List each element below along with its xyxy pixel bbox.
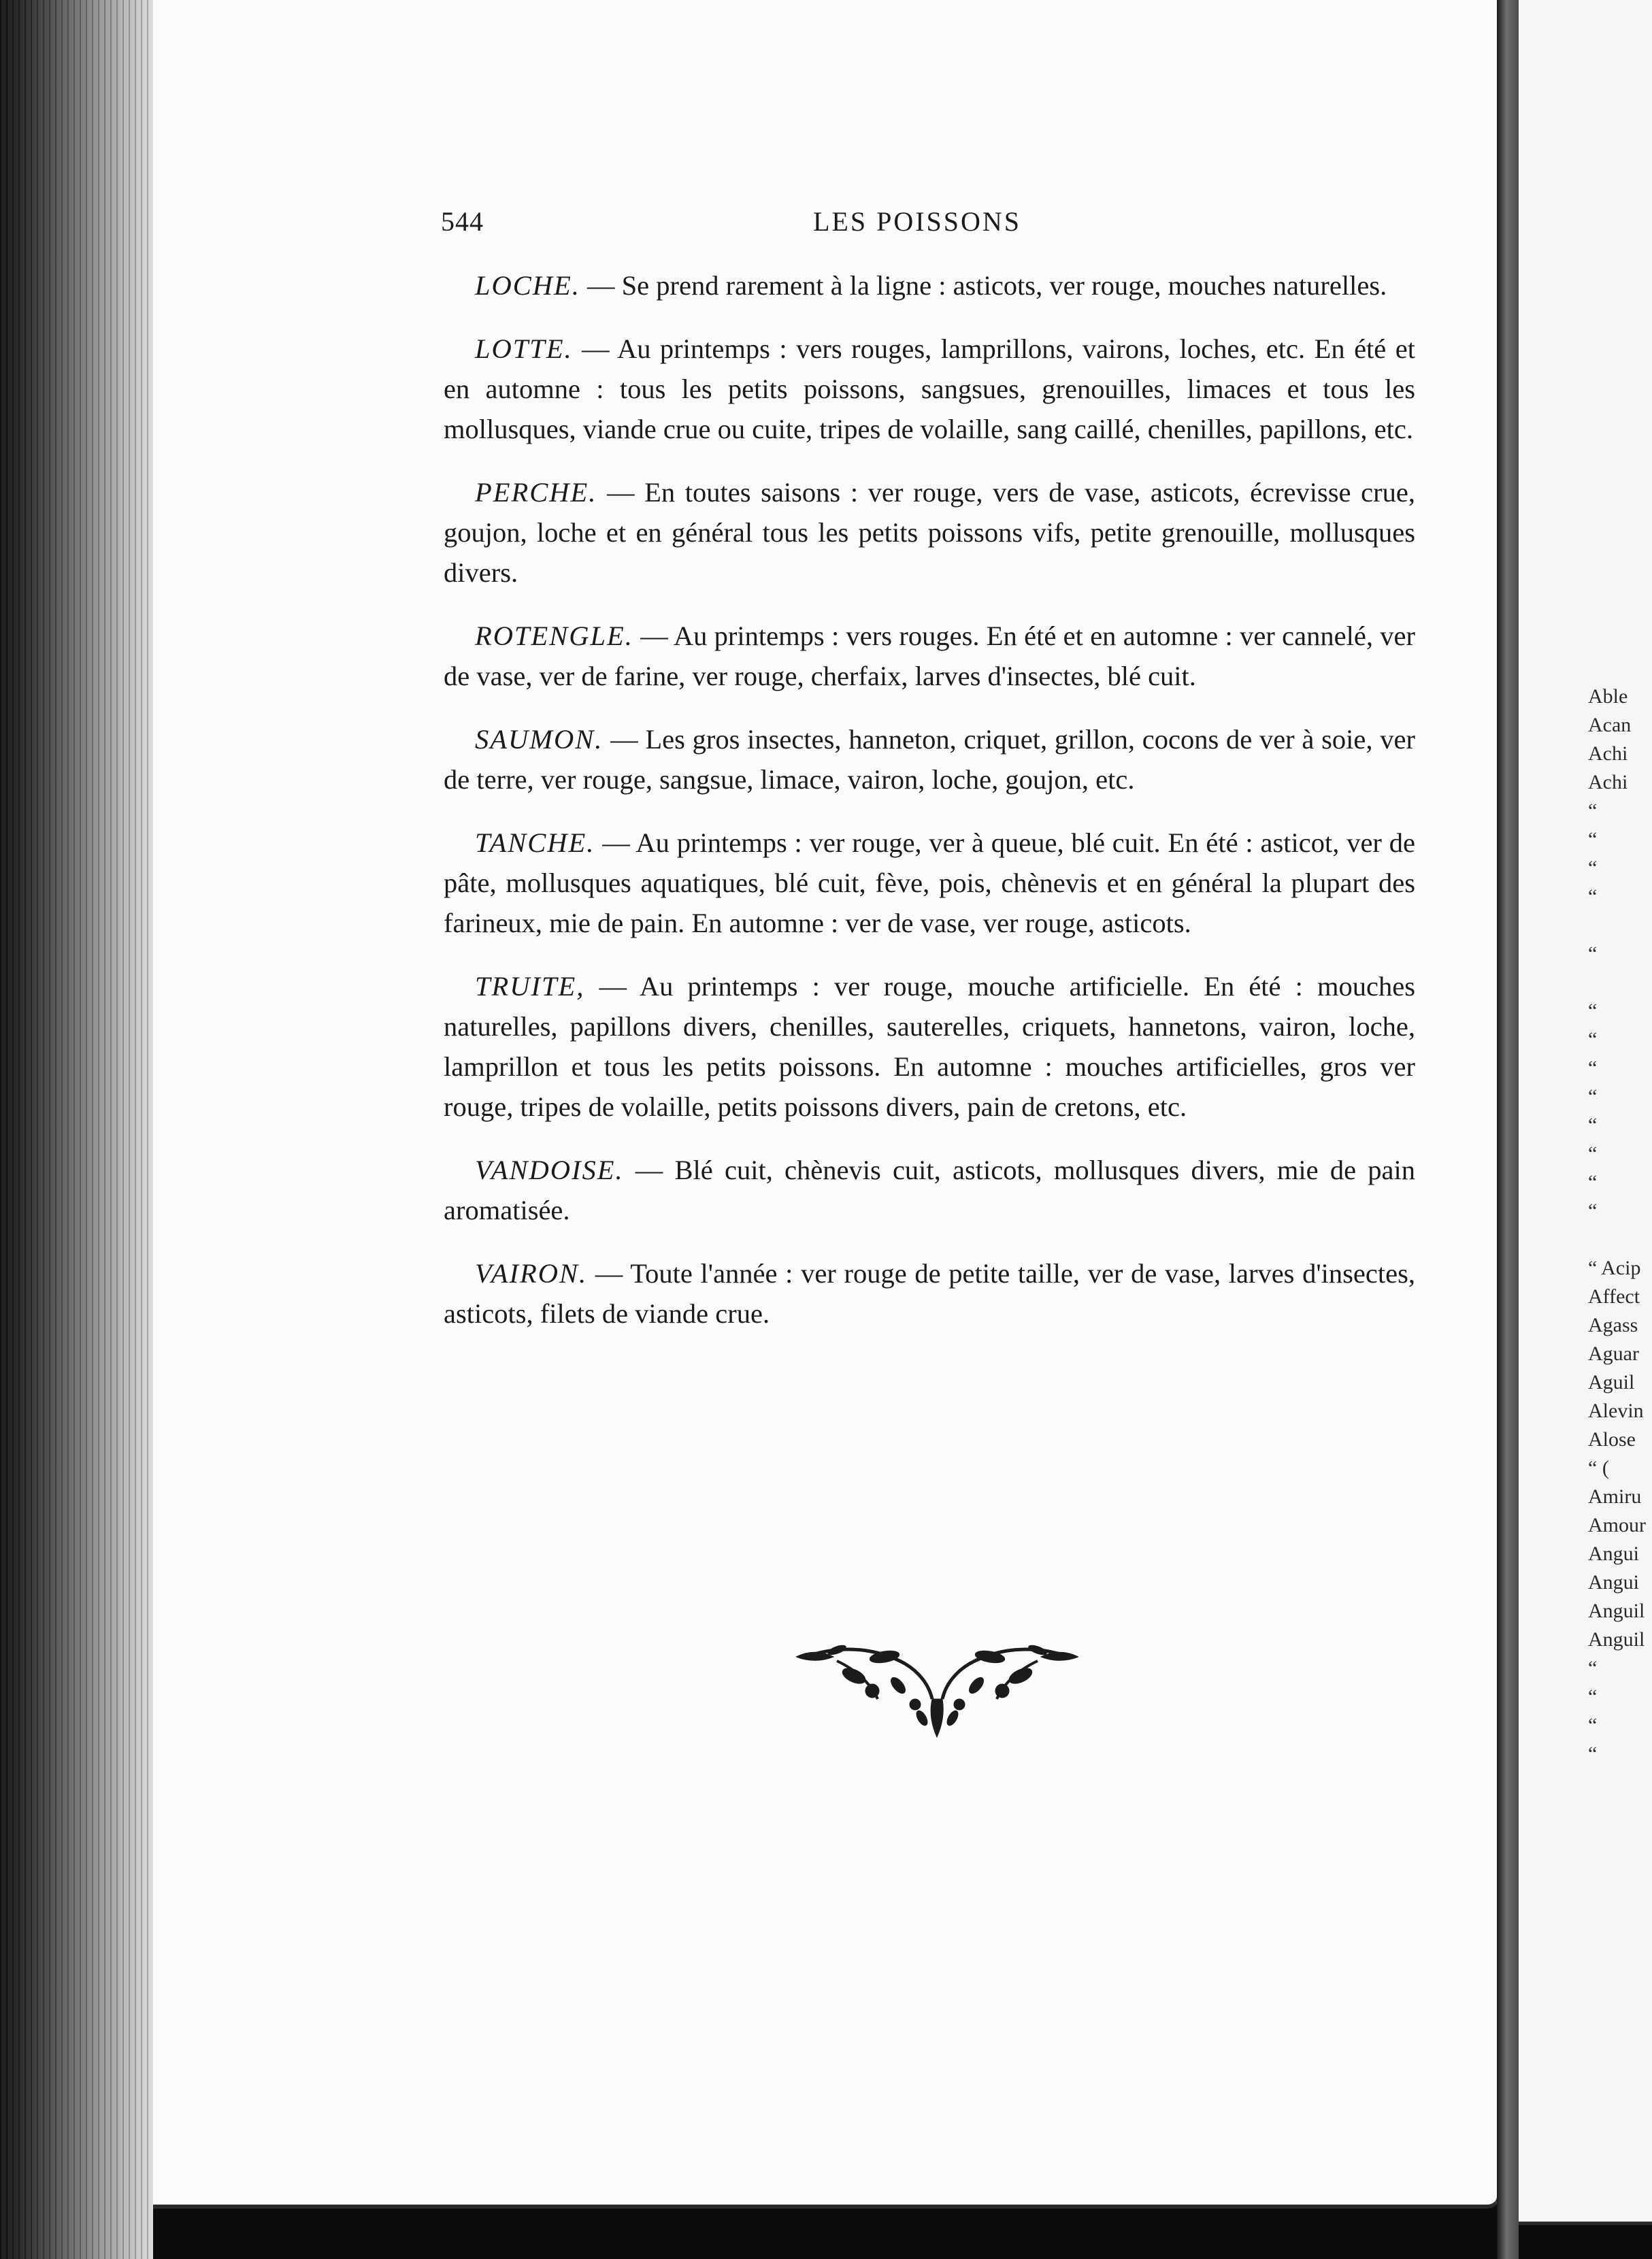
entry — [444, 265, 1415, 306]
index-entry: Agass — [1588, 1314, 1638, 1336]
index-entry: Affect — [1588, 1285, 1640, 1308]
fish-name: LOCHE. — [475, 270, 580, 301]
running-title: LES POISSONS — [812, 206, 1022, 237]
entry — [444, 719, 1415, 799]
entry — [444, 1253, 1415, 1334]
entry-text: — Blé cuit, chènevis cuit, asticots, mollusques divers, mie de pain aromatisée. — [444, 1155, 1415, 1225]
index-entry: Angui — [1588, 1543, 1639, 1565]
index-entry: “ — [1588, 942, 1598, 965]
entry — [444, 472, 1415, 593]
index-entry — [1588, 968, 1652, 997]
entry-paragraph — [444, 1253, 1415, 1334]
index-entry: Angui — [1588, 1571, 1639, 1594]
index-entry: Able — [1588, 685, 1628, 708]
entry-paragraph — [444, 616, 1415, 696]
index-entry: Alevin — [1588, 1400, 1644, 1422]
index-entry — [1588, 911, 1652, 940]
entry — [444, 616, 1415, 696]
index-entry: “ — [1588, 885, 1598, 908]
page-header — [441, 205, 1366, 246]
entry-paragraph — [444, 265, 1415, 306]
index-entry: Anguil — [1588, 1628, 1645, 1651]
fish-name: PERCHE. — [475, 477, 597, 508]
index-entry: “ — [1588, 1085, 1598, 1108]
entry-text: — Au printemps : vers rouges. En été et en automne : ver cannelé, ver de vase, ver de farine, ver rouge, cherfaix, larves d'insectes, blé cuit. — [444, 621, 1415, 691]
page-gutter-shadow — [1497, 0, 1519, 2259]
index-entry: Aguar — [1588, 1342, 1639, 1365]
fish-name: TRUITE, — [475, 971, 585, 1002]
entry-text: — En toutes saisons : ver rouge, vers de vase, asticots, écrevisse crue, goujon, loche et en général tous les petits poissons vifs, petite grenouille, mollusques divers. — [444, 477, 1415, 588]
entry — [444, 966, 1415, 1127]
entry-text: — Les gros insectes, hanneton, criquet, grillon, cocons de ver à soie, ver de terre, ver rouge, sangsue, limace, vairon, loche, goujon, etc. — [444, 724, 1415, 795]
index-entry: Aguil — [1588, 1371, 1635, 1394]
entry-paragraph — [444, 472, 1415, 593]
index-entry: “ — [1588, 799, 1598, 822]
index-entry: “ — [1588, 857, 1598, 879]
index-entry: “ — [1588, 1714, 1598, 1736]
index-entry: “ — [1588, 1142, 1598, 1165]
index-entry: “ — [1588, 1000, 1598, 1022]
entry-paragraph — [444, 329, 1415, 449]
entry-text: — Toute l'année : ver rouge de petite taille, ver de vase, larves d'insectes, asticots, filets de viande crue. — [444, 1258, 1415, 1329]
entry-text: — Se prend rarement à la ligne : asticots, ver rouge, mouches naturelles. — [580, 270, 1387, 301]
entry-text: — Au printemps : vers rouges, lamprillons, vairons, loches, etc. En été et en automne : tous les petits poissons, sangsues, grenouilles, limaces et tous les mollusques, viande crue ou cuite, tripes de volaille, sang caillé, chenilles, papillons, etc. — [444, 333, 1415, 444]
fleuron-ornament-icon — [796, 1636, 1078, 1738]
fish-name: LOTTE. — [475, 333, 573, 364]
index-entry: “ — [1588, 1685, 1598, 1708]
index-entry: “ — [1588, 1028, 1598, 1051]
bait-entries — [444, 265, 1415, 1357]
fish-name: TANCHE. — [475, 827, 595, 858]
index-entry: Achi — [1588, 771, 1628, 793]
index-entry: “ — [1588, 1114, 1598, 1136]
index-entry: Acan — [1588, 714, 1632, 736]
facing-page-index — [1588, 682, 1652, 1768]
index-entry: Anguil — [1588, 1600, 1645, 1622]
index-entry: “ — [1588, 828, 1598, 851]
index-entry: “ — [1588, 1657, 1598, 1679]
index-entry: “ — [1588, 1057, 1598, 1079]
index-entry: “ ( — [1588, 1457, 1609, 1479]
entry — [444, 1150, 1415, 1230]
fish-name: SAUMON. — [475, 724, 604, 755]
index-entry: “ — [1588, 1743, 1598, 1765]
index-entry: Alose — [1588, 1428, 1636, 1451]
entry-paragraph — [444, 823, 1415, 943]
index-entry: “ — [1588, 1171, 1598, 1193]
index-entry: Amour — [1588, 1514, 1646, 1536]
index-entry: “ Acip — [1588, 1257, 1641, 1279]
index-entry: Achi — [1588, 742, 1628, 765]
page-number: 544 — [441, 206, 484, 237]
entry — [444, 823, 1415, 943]
fish-name: VANDOISE. — [475, 1155, 624, 1185]
entry — [444, 329, 1415, 449]
index-entry: “ — [1588, 1200, 1598, 1222]
index-entry — [1588, 1225, 1652, 1254]
fish-name: VAIRON. — [475, 1258, 588, 1289]
index-entry: Amiru — [1588, 1485, 1642, 1508]
fish-name: ROTENGLE. — [475, 621, 633, 651]
entry-paragraph — [444, 1150, 1415, 1230]
entry-text: — Au printemps : ver rouge, ver à queue, blé cuit. En été : asticot, ver de pâte, mollusques aquatiques, blé cuit, fève, pois, chènevis et en général la plupart des farineux, mie de pain. En automne : ver de vase, ver rouge, asticots. — [444, 827, 1415, 938]
entry-text: — Au printemps : ver rouge, mouche artificielle. En été : mouches naturelles, papillons divers, chenilles, sauterelles, criquets, hannetons, vairon, loche, lamprillon et tous les petits poissons. En automne : mouches artificielles, gros ver rouge, tripes de volaille, petits poissons divers, pain de cretons, etc. — [444, 971, 1415, 1122]
entry-paragraph — [444, 966, 1415, 1127]
entry-paragraph — [444, 719, 1415, 799]
book-binding-edge — [0, 0, 153, 2259]
